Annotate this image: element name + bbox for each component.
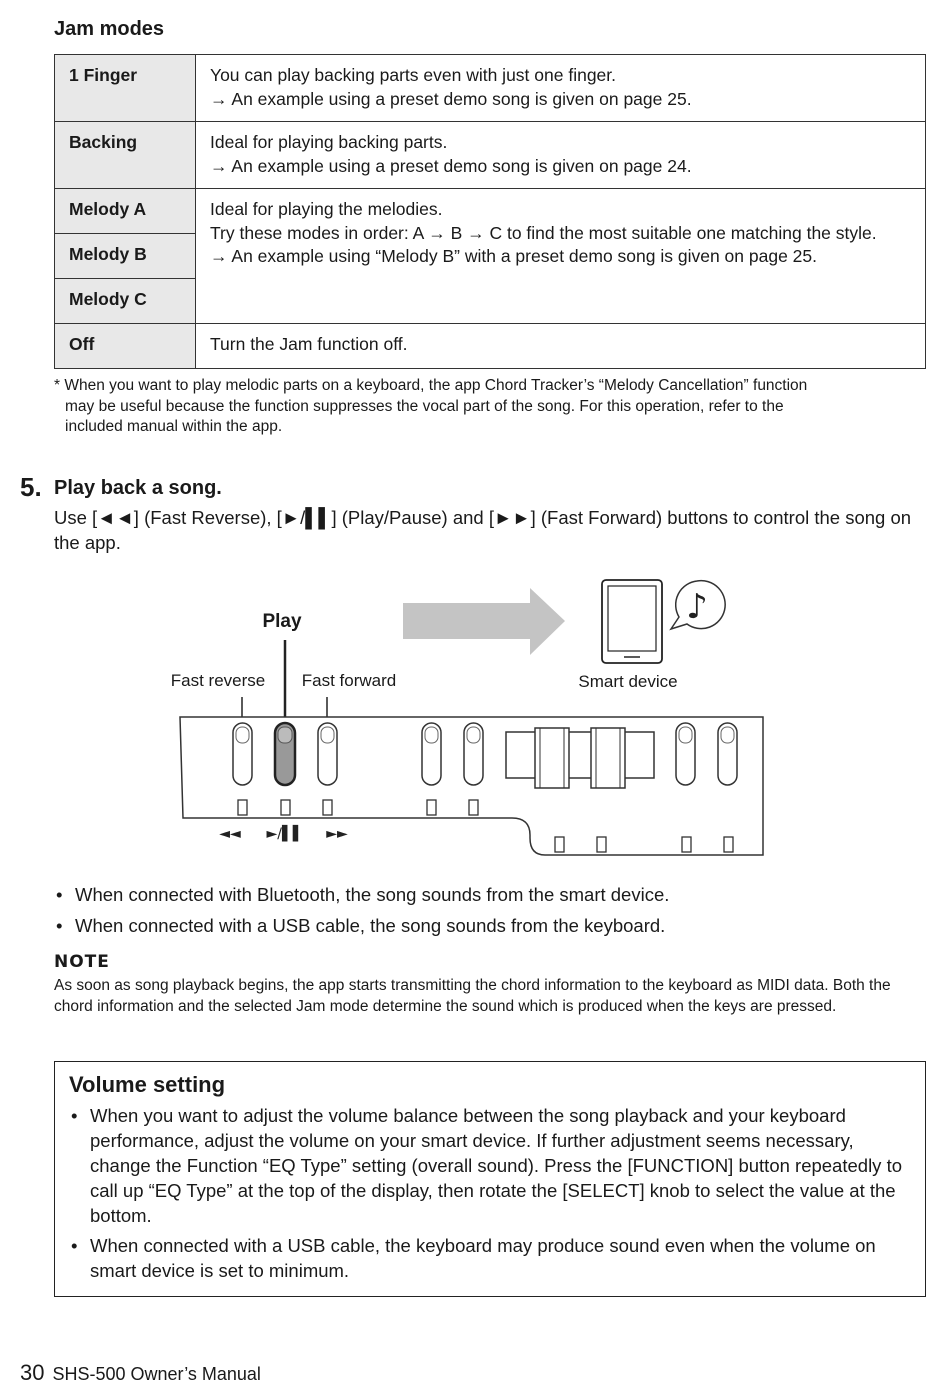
mode-description	[196, 189, 926, 324]
label-play: Play	[262, 611, 302, 632]
description-line: You can play backing parts even with just one finger.	[210, 65, 617, 85]
table-row	[55, 122, 926, 189]
jam-modes-table	[54, 54, 926, 369]
description-line: → An example using a preset demo song is given on page 24.	[210, 155, 692, 176]
volume-bullets	[69, 1103, 911, 1283]
footnote-line: included manual within the app.	[65, 418, 283, 435]
label-smart-device: Smart device	[578, 672, 678, 691]
footnote-line: * When you want to play melodic parts on a keyboard, the app Chord Tracker’s “Melody Cancellation” function	[54, 377, 808, 394]
step-title: Play back a song.	[54, 477, 222, 499]
music-note-icon: ♪	[686, 587, 708, 627]
music-note-bubble-icon	[671, 581, 725, 629]
label-fast-reverse: Fast reverse	[170, 671, 266, 690]
mode-name: Melody A	[55, 189, 196, 234]
mode-name: Backing	[55, 122, 196, 189]
playback-diagram	[150, 570, 780, 870]
table-footnote	[54, 376, 924, 438]
description-line: → An example using “Melody B” with a preset demo song is given on page 25.	[210, 246, 818, 266]
list-item: • When connected with a USB cable, the keyboard may produce sound even when the volume on smart device is set to minimum.	[69, 1233, 911, 1283]
manual-name: SHS-500 Owner’s Manual	[52, 1364, 261, 1384]
label-fast-forward: Fast forward	[301, 671, 397, 690]
connection-bullets	[54, 882, 914, 944]
mode-name: Off	[55, 324, 196, 369]
volume-setting-box	[54, 1061, 926, 1297]
description-line: Ideal for playing the melodies.	[210, 199, 443, 219]
rewind-icon: ◄◄	[219, 826, 241, 842]
note-body: As soon as song playback begins, the app starts transmitting the chord information to the keyboard as MIDI data. Both the chord information and the selected Jam mode determine the sound which is produced when the keys are pressed.	[54, 977, 891, 1015]
table-row	[55, 189, 926, 234]
list-item: • When connected with Bluetooth, the song sounds from the smart device.	[54, 882, 914, 907]
mode-description	[196, 55, 926, 122]
step-number: 5.	[20, 472, 42, 502]
description-line: Try these modes in order: A → B → C to find the most suitable one matching the style.	[210, 222, 877, 243]
description-line: Turn the Jam function off.	[210, 334, 408, 354]
table-row	[55, 55, 926, 122]
mode-name: 1 Finger	[55, 55, 196, 122]
page-footer	[20, 1360, 261, 1386]
table-row	[55, 324, 926, 369]
box-title: Volume setting	[69, 1072, 226, 1097]
play-pause-icon: ►/▌▌	[266, 826, 304, 842]
arrow-icon	[403, 588, 565, 655]
mode-name: Melody C	[55, 279, 196, 324]
section-title: Jam modes	[54, 18, 165, 40]
step-body: Use [◄◄] (Fast Reverse), [►/▌▌] (Play/Pause) and [►►] (Fast Forward) buttons to control the song on the app.	[54, 507, 912, 553]
description-line: → An example using a preset demo song is given on page 25.	[210, 88, 692, 109]
list-item: • When you want to adjust the volume balance between the song playback and your keyboard performance, adjust the volume on your smart device. If further adjustment seems necessary, change the Function “EQ Type” setting (overall sound). Press the [FUNCTION] button repeatedly to call up “EQ Type” at the top of the display, then rotate the [SELECT] knob to select the value at the bottom.	[69, 1103, 911, 1228]
page-number: 30	[20, 1360, 45, 1385]
description-line: Ideal for playing backing parts.	[210, 132, 448, 152]
footnote-line: may be useful because the function suppresses the vocal part of the song. For this operation, refer to the	[65, 397, 784, 415]
mode-description	[196, 122, 926, 189]
list-item: • When connected with a USB cable, the song sounds from the keyboard.	[54, 913, 914, 938]
note-label: NOTE	[54, 952, 110, 972]
mode-description	[196, 324, 926, 369]
fast-forward-icon: ►►	[326, 826, 348, 842]
smart-device-icon	[602, 580, 662, 663]
mode-name: Melody B	[55, 234, 196, 279]
